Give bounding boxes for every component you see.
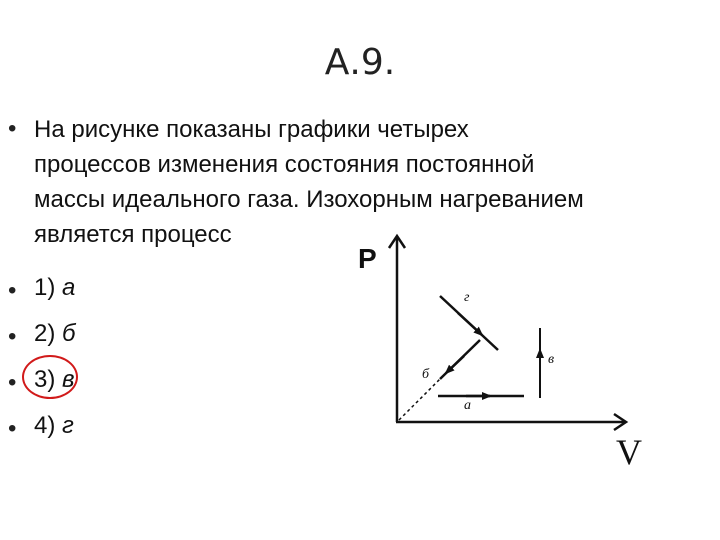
option-letter: б (62, 320, 76, 347)
question-line-2: процессов изменения состояния постоянной (34, 151, 535, 178)
option-letter: в (62, 366, 75, 393)
slide-title: А.9. (324, 42, 396, 83)
bullet-dot: • (8, 115, 17, 142)
process-a-label: а (464, 398, 471, 413)
question-line-1: На рисунке показаны графики четырех (34, 116, 469, 143)
process-b-arrow-icon (446, 356, 464, 373)
bullet-dot: • (8, 415, 17, 442)
process-g-label: г (464, 290, 470, 305)
bullet-dot: • (8, 277, 17, 304)
y-axis-label: P (358, 243, 377, 274)
option-number: 2) (34, 320, 63, 347)
option-letter: а (62, 274, 76, 301)
process-g-arrow-icon (458, 313, 482, 335)
option-number: 4) (34, 412, 63, 439)
x-axis-label: V (616, 432, 642, 472)
option-number: 3) (34, 366, 63, 393)
bullet-dot: • (8, 369, 17, 396)
process-b-label: б (422, 367, 430, 382)
process-v-label: в (548, 352, 555, 367)
process-b-dashed-line (399, 379, 440, 420)
question-line-3: массы идеального газа. Изохорным нагреванием (34, 186, 584, 213)
question-line-4: является процесс (34, 221, 232, 248)
option-number: 1) (34, 274, 63, 301)
option-letter: г (62, 412, 74, 439)
bullet-dot: • (8, 323, 17, 350)
